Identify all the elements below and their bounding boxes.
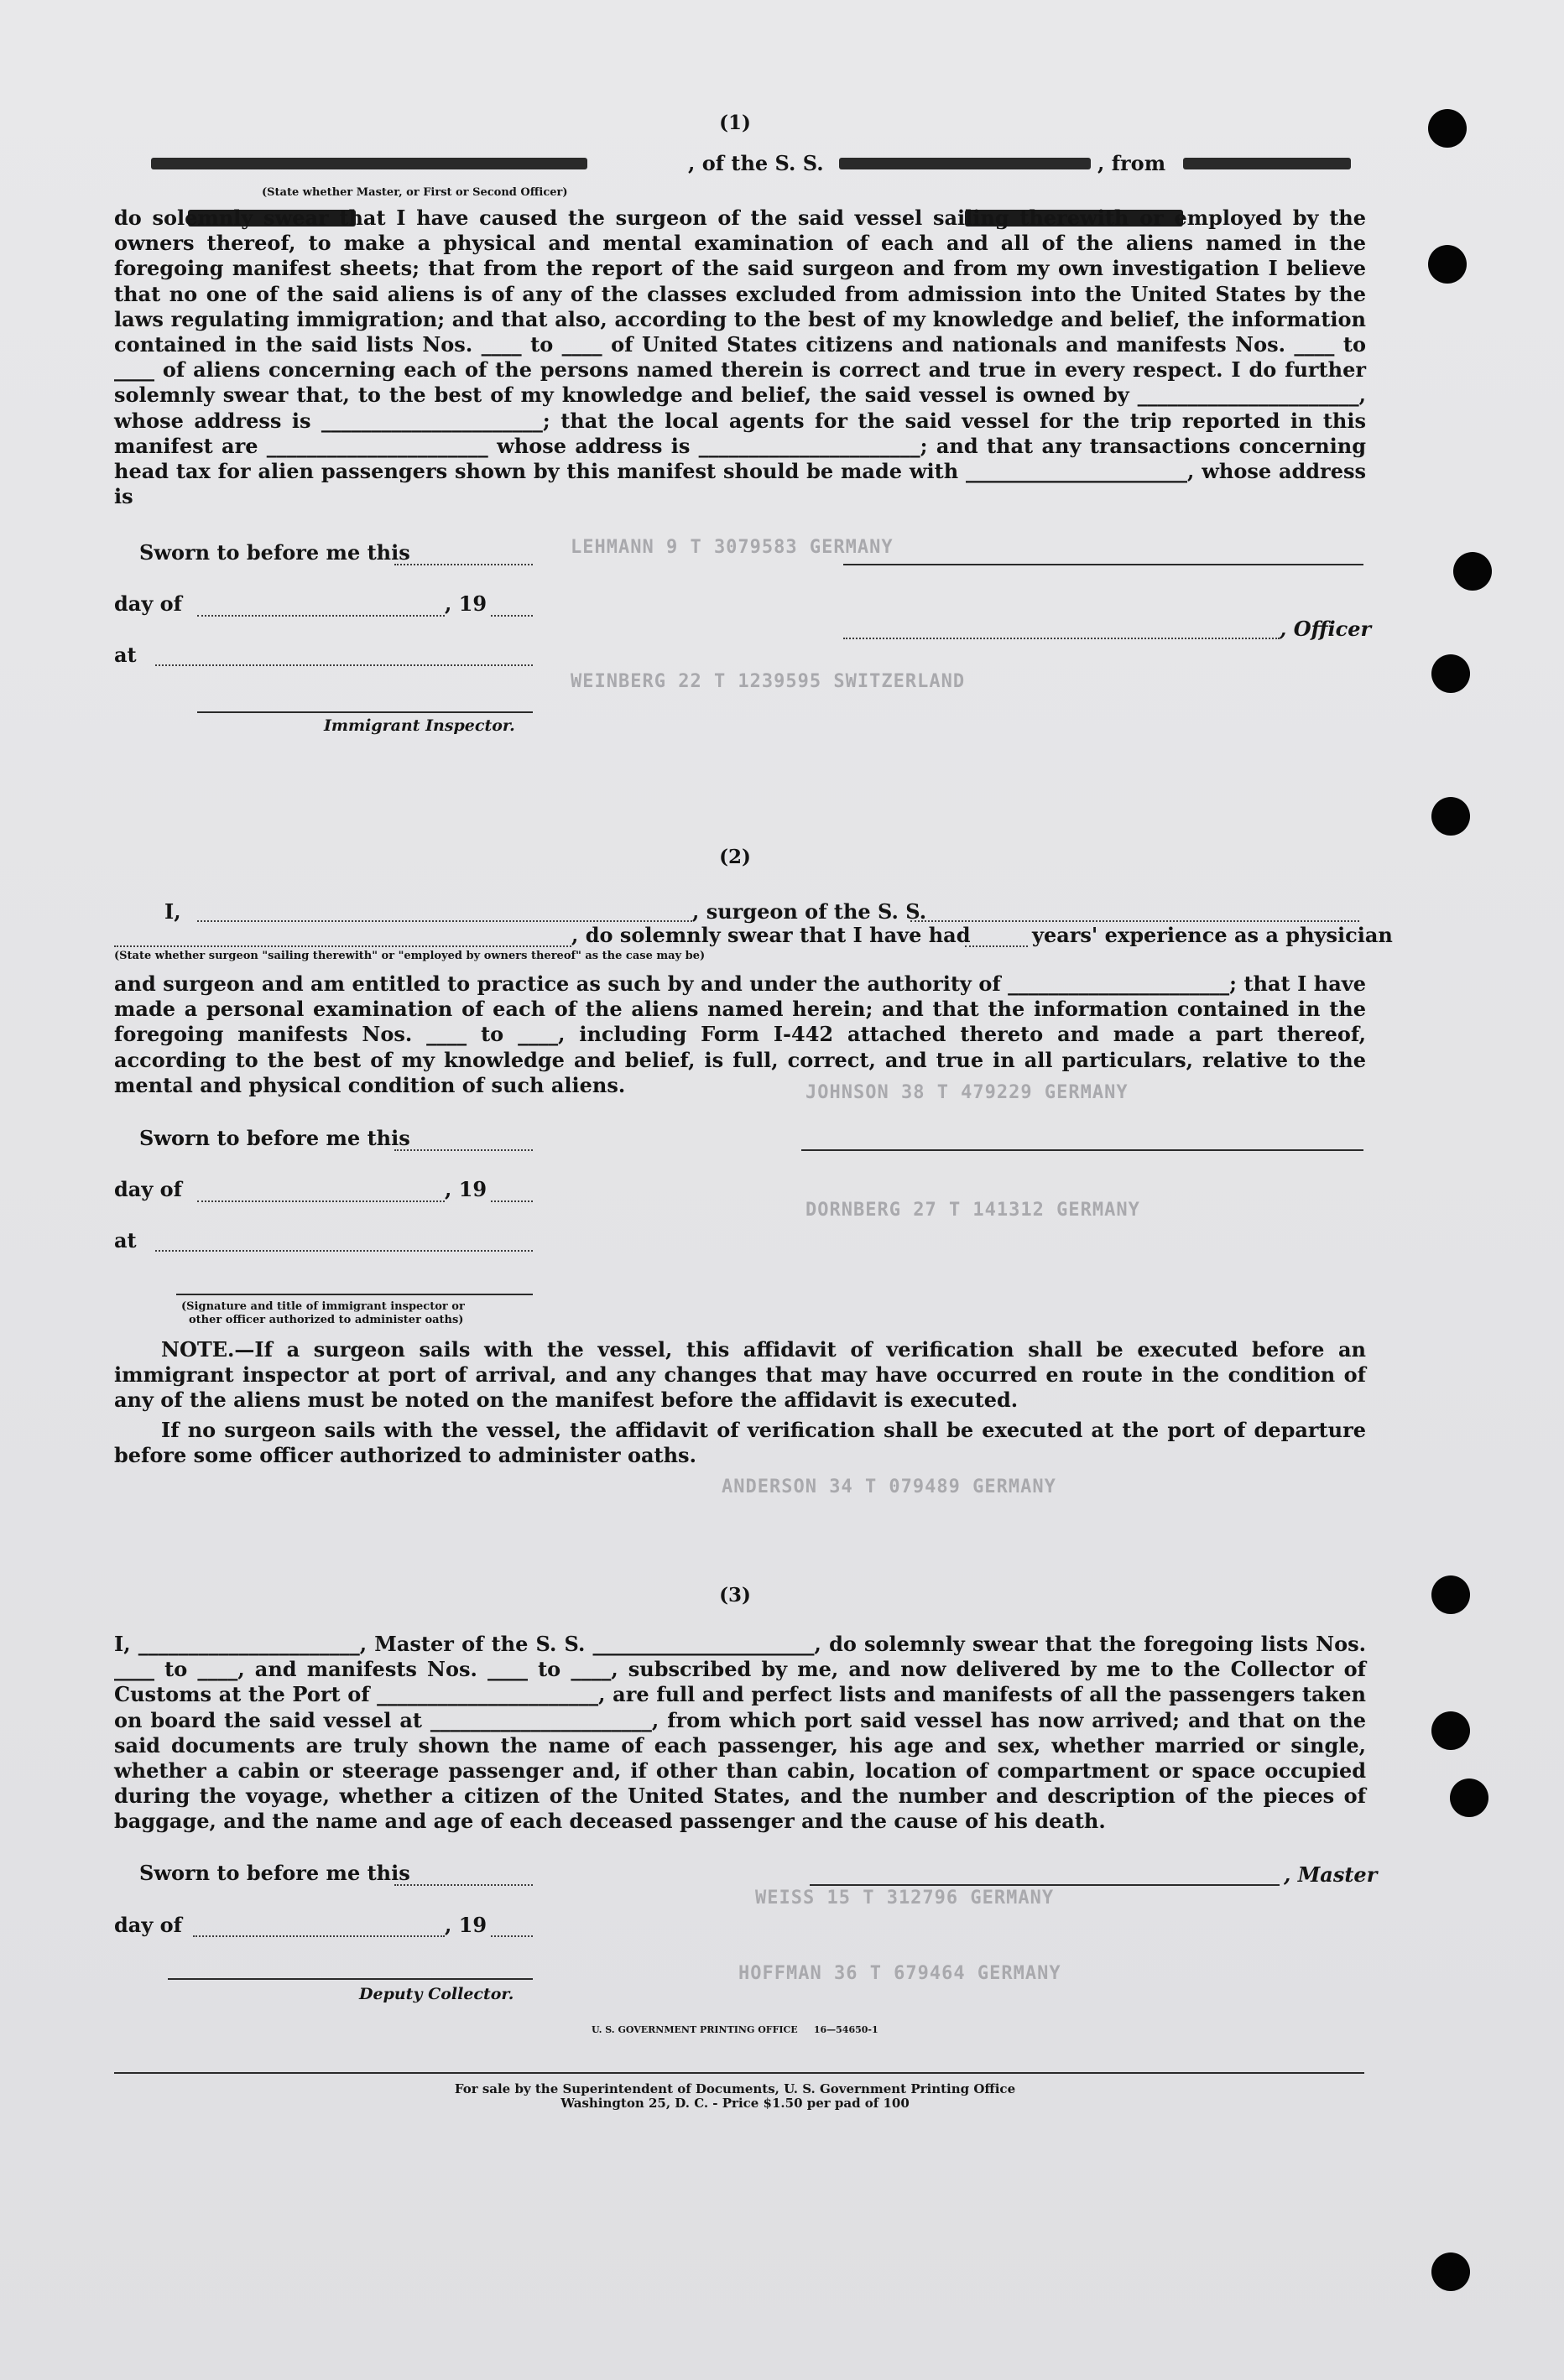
- section-1-number: (1): [719, 112, 751, 134]
- punch-hole: [1428, 245, 1467, 284]
- collector-caption: Deputy Collector.: [359, 1985, 514, 2003]
- officer-title-line: [843, 638, 1280, 639]
- at-line: [155, 1250, 533, 1252]
- handwritten-vessel-name: [839, 158, 1091, 169]
- bleed-through-text: ANDERSON 34 T 079489 GERMANY: [722, 1476, 1056, 1497]
- day-of-label: day of: [114, 1177, 182, 1201]
- printing-office-line: U. S. GOVERNMENT PRINTING OFFICE 16—54650-1: [592, 2024, 878, 2035]
- at-label: at: [114, 1228, 137, 1252]
- day-of-label: day of: [114, 1913, 182, 1937]
- year-label: , 19: [445, 591, 487, 616]
- handwritten-master-name: [151, 158, 587, 169]
- note-label: NOTE.: [161, 1337, 235, 1362]
- footer-line-1: For sale by the Superintendent of Documents, U. S. Government Printing Office: [454, 2081, 1016, 2096]
- section-2-number: (2): [719, 846, 751, 868]
- section-1-body: do solemnly swear that I have caused the surgeon of the said vessel sailing therewith or employed by the owners thereof, to make a physical and mental examination of each and all of the aliens named in the foregoing manifest sheets; that from the report of the said surgeon and from my own investigation I believe that no one of the said aliens is of any of the classes excluded from admission into the United States by the laws regulating immigration; and that also, according to the best of my knowledge and belief, the information contained in the said lists Nos. ____ to ____ of United States citizens and nationals and manifests Nos. ____ to ____ of aliens concerning each of the persons named therein is correct and true in every respect. I do further solemnly swear that, to the best of my knowledge and belief, the said vessel is owned by ______________________, whose address is ______________________; that the local agents for the said vessel for the trip reported in this manifest are ______________________ whose address is ______________________; and that any transactions concerning head tax for alien passengers shown by this manifest should be made with ______________________, whose address is: [114, 206, 1366, 509]
- footer-line-2: Washington 25, D. C. - Price $1.50 per pad of 100: [560, 2096, 910, 2111]
- swear-label: , do solemnly swear that I have had: [571, 923, 971, 947]
- note2-paragraph: If no surgeon sails with the vessel, the affidavit of verification shall be executed at the port of departure before some officer authorized to administer oaths.: [114, 1418, 1366, 1468]
- bleed-through-text: WEISS 15 T 312796 GERMANY: [755, 1888, 1055, 1909]
- bleed-through-text: DORNBERG 27 T 141312 GERMANY: [805, 1200, 1140, 1221]
- punch-hole: [1431, 797, 1470, 836]
- surgeon-signature-line: [801, 1149, 1363, 1151]
- years-label: years' experience as a physician: [1032, 923, 1393, 947]
- year-label: , 19: [445, 1177, 487, 1201]
- day-of-line: [193, 1935, 445, 1937]
- officer-caption: (State whether Master, or First or Second Officer): [262, 186, 568, 199]
- sworn-date-line: [394, 1884, 533, 1886]
- punch-hole: [1450, 1778, 1488, 1817]
- sworn-label: Sworn to before me this: [139, 1126, 410, 1150]
- sworn-label: Sworn to before me this: [139, 1861, 410, 1885]
- day-of-line: [197, 615, 445, 617]
- at-line: [155, 664, 533, 666]
- i-label: I,: [164, 899, 181, 924]
- punch-hole: [1453, 552, 1492, 591]
- year-label: , 19: [445, 1913, 487, 1937]
- footer-rule: [114, 2072, 1364, 2074]
- year-line: [491, 1200, 533, 1202]
- vessel-name-line: [910, 920, 1359, 922]
- inspector-signature-line: [176, 1294, 533, 1295]
- from-label: , from: [1097, 151, 1166, 175]
- punch-hole: [1431, 2252, 1470, 2291]
- year-line: [491, 1935, 533, 1937]
- inspector-caption: Immigrant Inspector.: [324, 716, 515, 735]
- sworn-label: Sworn to before me this: [139, 540, 410, 565]
- sworn-date-line: [394, 1149, 533, 1151]
- collector-signature-line: [168, 1978, 533, 1980]
- handwritten-port: [1183, 158, 1351, 169]
- inspector-signature-line: [197, 711, 533, 713]
- section-2-body: and surgeon and am entitled to practice as such by and under the authority of ______________________; that I have made a personal examination of each of the aliens named herein; and that the information contained in the foregoing manifests Nos. ____ to ____, including Form I-442 attached thereto and made a part thereof, according to the best of my knowledge and belief, is full, correct, and true in all particulars, relative to the mental and physical condition of such aliens.: [114, 971, 1366, 1097]
- officer-label: , Officer: [1280, 617, 1372, 641]
- vessel-label: , of the S. S.: [688, 151, 824, 175]
- bleed-through-text: HOFFMAN 36 T 679464 GERMANY: [738, 1963, 1061, 1984]
- section-3-body: I, ______________________, Master of the S. S. ______________________, do solemnly swear that the foregoing lists Nos. ____ to ____, and manifests Nos. ____ to ____, subscribed by me, and now delivered by me to the Collector of Customs at the Port of ______________________, are full and perfect lists and manifests of all the passengers taken on board the said vessel at ______________________, from which port said vessel has now arrived; and that on the said documents are truly shown the name of each passenger, his age and sex, whether married or single, whether a cabin or steerage passenger and, if other than cabin, location of compartment or space occupied during the voyage, whether a citizen of the United States, and the number and description of the pieces of baggage, and the name and age of each deceased passenger and the cause of his death.: [114, 1632, 1366, 1834]
- note-text: —If a surgeon sails with the vessel, this affidavit of verification shall be executed before an immigrant inspector at port of arrival, and any changes that may have occurred en route in the condition of any of the aliens must be noted on the manifest before the affidavit is executed.: [114, 1337, 1366, 1413]
- day-of-line: [197, 1200, 445, 1202]
- bleed-through-text: LEHMANN 9 T 3079583 GERMANY: [571, 537, 894, 558]
- bleed-through-text: WEINBERG 22 T 1239595 SWITZERLAND: [571, 671, 966, 692]
- surgeon-name-line: [197, 920, 692, 922]
- signature-caption: other officer authorized to administer oaths): [189, 1314, 464, 1326]
- master-signature-line: [810, 1884, 1280, 1886]
- day-of-label: day of: [114, 591, 182, 616]
- punch-hole: [1431, 654, 1470, 693]
- surgeon-of-label: , surgeon of the S. S.: [692, 899, 927, 924]
- years-line: [965, 945, 1028, 947]
- at-label: at: [114, 643, 137, 667]
- master-label: , Master: [1284, 1862, 1378, 1887]
- surgeon-type-line: [114, 945, 571, 947]
- signature-caption: (Signature and title of immigrant inspector or: [181, 1300, 465, 1313]
- section-3-number: (3): [719, 1584, 751, 1607]
- punch-hole: [1431, 1711, 1470, 1750]
- bleed-through-text: JOHNSON 38 T 479229 GERMANY: [805, 1082, 1129, 1103]
- note-paragraph: [114, 1337, 1366, 1414]
- sworn-date-line: [394, 564, 533, 565]
- surgeon-caption: (State whether surgeon "sailing therewith" or "employed by owners thereof" as the case may be): [114, 950, 706, 962]
- officer-signature-line: [843, 564, 1363, 565]
- year-line: [491, 615, 533, 617]
